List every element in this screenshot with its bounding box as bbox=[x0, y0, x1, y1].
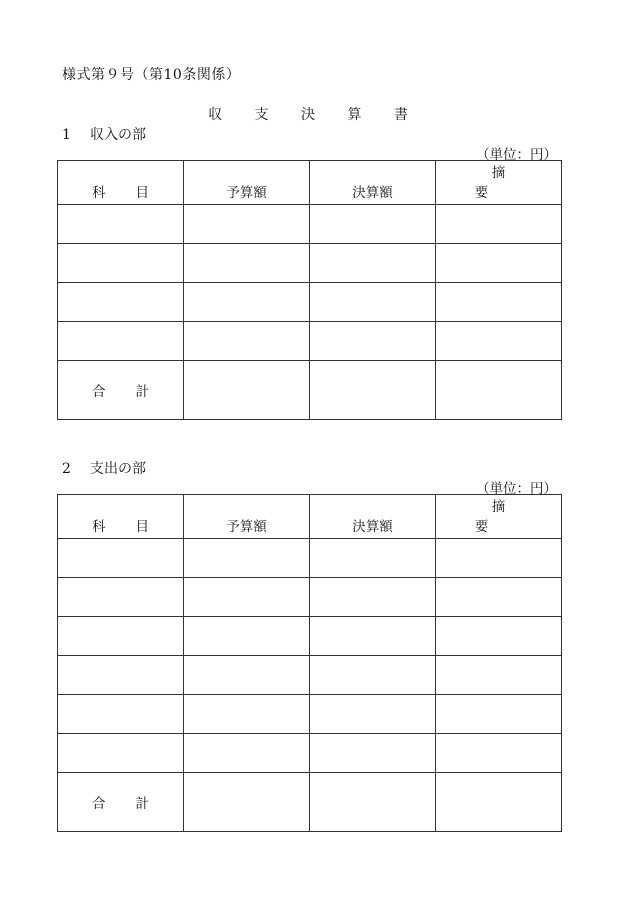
table-row bbox=[58, 695, 562, 734]
cell-item[interactable] bbox=[58, 734, 184, 773]
cell-budget[interactable] bbox=[184, 656, 310, 695]
cell-item[interactable] bbox=[58, 617, 184, 656]
table-row bbox=[58, 322, 562, 361]
cell-budget-total[interactable] bbox=[184, 361, 310, 420]
total-label: 合計 bbox=[58, 361, 184, 420]
column-header-settlement: 決算額 bbox=[310, 161, 436, 205]
table-row bbox=[58, 283, 562, 322]
total-label: 合計 bbox=[58, 773, 184, 832]
section-heading-income bbox=[62, 124, 146, 144]
cell-budget[interactable] bbox=[184, 205, 310, 244]
unit-label: （単位：円） bbox=[476, 481, 557, 497]
cell-budget[interactable] bbox=[184, 578, 310, 617]
cell-remarks[interactable] bbox=[436, 656, 562, 695]
section-number: 1 bbox=[62, 127, 71, 143]
cell-item[interactable] bbox=[58, 283, 184, 322]
cell-settlement[interactable] bbox=[310, 578, 436, 617]
cell-settlement[interactable] bbox=[310, 322, 436, 361]
cell-remarks[interactable] bbox=[436, 322, 562, 361]
cell-remarks[interactable] bbox=[436, 695, 562, 734]
total-row bbox=[58, 773, 562, 832]
cell-remarks[interactable] bbox=[436, 205, 562, 244]
cell-settlement[interactable] bbox=[310, 205, 436, 244]
table-row bbox=[58, 656, 562, 695]
cell-item[interactable] bbox=[58, 205, 184, 244]
cell-item[interactable] bbox=[58, 244, 184, 283]
cell-remarks[interactable] bbox=[436, 734, 562, 773]
table-row bbox=[58, 205, 562, 244]
unit-label: （単位：円） bbox=[476, 147, 557, 163]
cell-settlement[interactable] bbox=[310, 283, 436, 322]
cell-budget[interactable] bbox=[184, 244, 310, 283]
section-number: 2 bbox=[62, 461, 71, 477]
table-header-row bbox=[58, 161, 562, 205]
cell-item[interactable] bbox=[58, 695, 184, 734]
cell-settlement[interactable] bbox=[310, 734, 436, 773]
cell-budget[interactable] bbox=[184, 617, 310, 656]
column-header-remarks: 摘要 bbox=[436, 495, 562, 539]
table-header-row bbox=[58, 495, 562, 539]
cell-budget[interactable] bbox=[184, 695, 310, 734]
cell-item[interactable] bbox=[58, 539, 184, 578]
section-heading-expenditure bbox=[62, 458, 146, 478]
cell-settlement[interactable] bbox=[310, 244, 436, 283]
cell-item[interactable] bbox=[58, 578, 184, 617]
cell-budget-total[interactable] bbox=[184, 773, 310, 832]
column-header-item: 科目 bbox=[58, 161, 184, 205]
cell-budget[interactable] bbox=[184, 734, 310, 773]
cell-settlement[interactable] bbox=[310, 617, 436, 656]
section-title: 収入の部 bbox=[90, 127, 146, 143]
income-table bbox=[57, 160, 562, 420]
expenditure-table bbox=[57, 494, 562, 832]
cell-budget[interactable] bbox=[184, 539, 310, 578]
table-row bbox=[58, 578, 562, 617]
cell-settlement[interactable] bbox=[310, 695, 436, 734]
cell-budget[interactable] bbox=[184, 283, 310, 322]
column-header-remarks: 摘要 bbox=[436, 161, 562, 205]
cell-remarks[interactable] bbox=[436, 578, 562, 617]
cell-remarks[interactable] bbox=[436, 244, 562, 283]
cell-remarks[interactable] bbox=[436, 539, 562, 578]
cell-settlement[interactable] bbox=[310, 656, 436, 695]
cell-remarks[interactable] bbox=[436, 283, 562, 322]
cell-remarks-total[interactable] bbox=[436, 773, 562, 832]
table-row bbox=[58, 539, 562, 578]
cell-remarks-total[interactable] bbox=[436, 361, 562, 420]
form-number: 様式第９号（第10条関係） bbox=[62, 67, 241, 83]
column-header-item: 科目 bbox=[58, 495, 184, 539]
total-row bbox=[58, 361, 562, 420]
column-header-budget: 予算額 bbox=[184, 161, 310, 205]
cell-settlement-total[interactable] bbox=[310, 773, 436, 832]
cell-settlement[interactable] bbox=[310, 539, 436, 578]
table-row bbox=[58, 734, 562, 773]
column-header-budget: 予算額 bbox=[184, 495, 310, 539]
section-title: 支出の部 bbox=[90, 461, 146, 477]
cell-item[interactable] bbox=[58, 656, 184, 695]
cell-budget[interactable] bbox=[184, 322, 310, 361]
document-title: 収 支 決 算 書 bbox=[208, 107, 422, 123]
cell-item[interactable] bbox=[58, 322, 184, 361]
cell-remarks[interactable] bbox=[436, 617, 562, 656]
table-row bbox=[58, 244, 562, 283]
table-row bbox=[58, 617, 562, 656]
column-header-settlement: 決算額 bbox=[310, 495, 436, 539]
cell-settlement-total[interactable] bbox=[310, 361, 436, 420]
